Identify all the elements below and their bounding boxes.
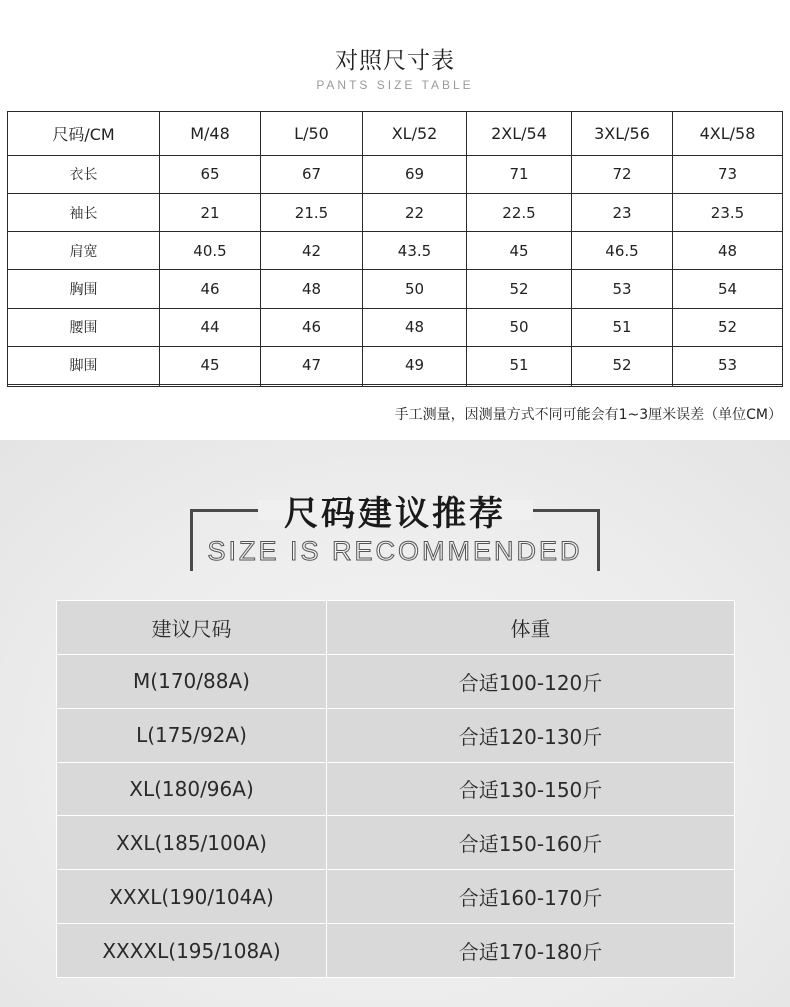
table-header-cell: M/48	[160, 112, 261, 156]
table-header-cell: L/50	[261, 112, 363, 156]
size-table-subtitle: PANTS SIZE TABLE	[316, 78, 474, 92]
row-label: 衣长	[8, 155, 160, 193]
recommend-weight-cell: 合适100-120斤	[327, 654, 735, 708]
table-cell: 67	[261, 155, 363, 193]
recommend-header-cell: 体重	[327, 601, 735, 655]
recommend-size-cell: XXXL(190/104A)	[57, 870, 327, 924]
size-table	[7, 111, 783, 387]
table-cell: 50	[363, 270, 467, 308]
table-cell: 23.5	[673, 193, 783, 231]
table-cell: 73	[673, 155, 783, 193]
table-cell: 51	[572, 308, 673, 346]
table-row	[8, 308, 783, 346]
table-header-cell: 尺码/CM	[8, 112, 160, 156]
table-row-empty	[8, 385, 783, 387]
table-cell: 65	[160, 155, 261, 193]
table-header-cell: 3XL/56	[572, 112, 673, 156]
table-cell: 21	[160, 193, 261, 231]
table-cell: 48	[261, 270, 363, 308]
table-row	[8, 155, 783, 193]
table-cell: 71	[467, 155, 572, 193]
recommend-weight-cell: 合适130-150斤	[327, 762, 735, 816]
table-cell: 46	[261, 308, 363, 346]
table-cell	[673, 385, 783, 387]
row-label: 腰围	[8, 308, 160, 346]
table-header-cell: 2XL/54	[467, 112, 572, 156]
table-cell: 45	[160, 346, 261, 384]
recommend-header-cell: 建议尺码	[57, 601, 327, 655]
table-cell	[261, 385, 363, 387]
table-cell: 69	[363, 155, 467, 193]
table-cell: 44	[160, 308, 261, 346]
row-label: 肩宽	[8, 232, 160, 270]
recommend-size-cell: XXL(185/100A)	[57, 816, 327, 870]
table-row	[8, 270, 783, 308]
table-cell: 51	[467, 346, 572, 384]
recommend-size-cell: M(170/88A)	[57, 654, 327, 708]
recommend-row	[57, 762, 735, 816]
table-cell: 48	[673, 232, 783, 270]
size-table-title: 对照尺寸表	[335, 48, 455, 74]
table-cell: 52	[673, 308, 783, 346]
table-row	[8, 232, 783, 270]
table-cell: 48	[363, 308, 467, 346]
table-cell: 22	[363, 193, 467, 231]
recommend-size-cell: XXXXL(195/108A)	[57, 924, 327, 978]
recommend-header-row	[57, 601, 735, 655]
recommend-weight-cell: 合适170-180斤	[327, 924, 735, 978]
table-cell	[160, 385, 261, 387]
table-cell: 23	[572, 193, 673, 231]
measurement-note: 手工测量，因测量方式不同可能会有1~3厘米误差（单位CM）	[394, 407, 782, 423]
recommend-row	[57, 708, 735, 762]
table-row	[8, 193, 783, 231]
table-cell: 52	[572, 346, 673, 384]
recommend-size-cell: XL(180/96A)	[57, 762, 327, 816]
recommend-weight-cell: 合适160-170斤	[327, 870, 735, 924]
table-cell: 22.5	[467, 193, 572, 231]
table-row	[8, 346, 783, 384]
table-cell: 40.5	[160, 232, 261, 270]
table-cell: 46.5	[572, 232, 673, 270]
recommend-size-cell: L(175/92A)	[57, 708, 327, 762]
table-cell: 54	[673, 270, 783, 308]
table-cell: 46	[160, 270, 261, 308]
table-cell: 49	[363, 346, 467, 384]
recommend-table	[56, 600, 735, 978]
recommend-row	[57, 870, 735, 924]
table-cell	[467, 385, 572, 387]
table-cell: 50	[467, 308, 572, 346]
table-cell: 45	[467, 232, 572, 270]
table-cell: 21.5	[261, 193, 363, 231]
table-cell	[8, 385, 160, 387]
table-header-cell: 4XL/58	[673, 112, 783, 156]
table-cell: 53	[572, 270, 673, 308]
recommend-title: 尺码建议推荐	[284, 494, 506, 534]
recommend-weight-cell: 合适120-130斤	[327, 708, 735, 762]
recommend-subtitle: SIZE IS RECOMMENDED	[207, 536, 583, 566]
recommend-row	[57, 816, 735, 870]
table-cell: 72	[572, 155, 673, 193]
table-header-row	[8, 112, 783, 156]
table-cell: 52	[467, 270, 572, 308]
table-cell: 43.5	[363, 232, 467, 270]
table-header-cell: XL/52	[363, 112, 467, 156]
row-label: 脚围	[8, 346, 160, 384]
row-label: 袖长	[8, 193, 160, 231]
table-cell	[363, 385, 467, 387]
recommend-row	[57, 924, 735, 978]
table-cell: 53	[673, 346, 783, 384]
recommend-weight-cell: 合适150-160斤	[327, 816, 735, 870]
table-cell: 42	[261, 232, 363, 270]
table-cell	[572, 385, 673, 387]
row-label: 胸围	[8, 270, 160, 308]
recommend-row	[57, 654, 735, 708]
table-cell: 47	[261, 346, 363, 384]
size-table-section	[0, 0, 790, 440]
